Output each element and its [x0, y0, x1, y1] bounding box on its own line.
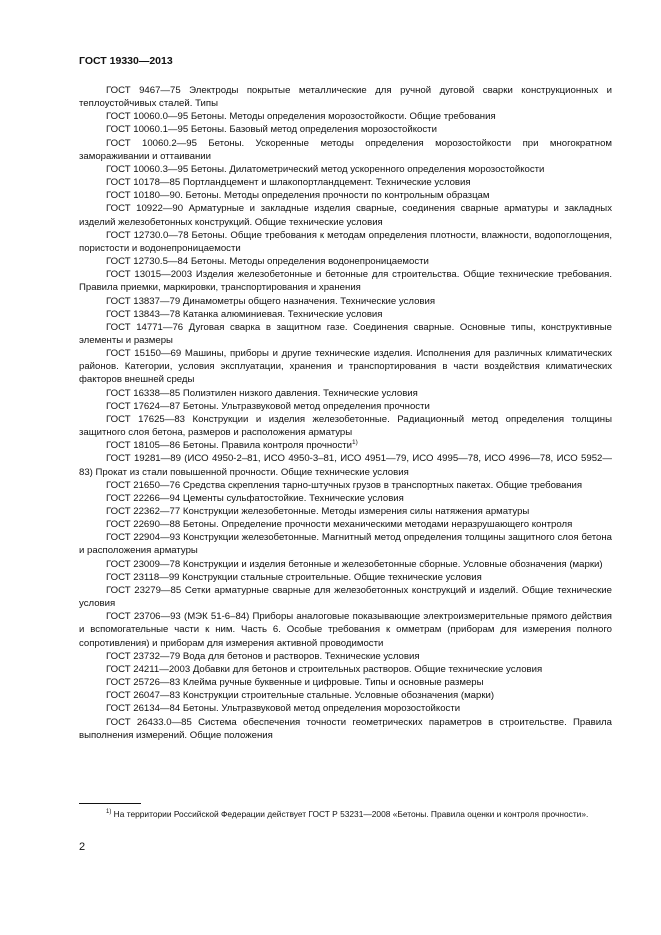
reference-text: ГОСТ 23118—99 Конструкции стальные строительные. Общие технические условия	[106, 571, 482, 583]
reference-item	[79, 268, 612, 294]
reference-item	[79, 505, 612, 518]
reference-item	[79, 689, 612, 702]
reference-list	[79, 84, 612, 742]
reference-text: ГОСТ 23279—85 Сетки арматурные сварные для железобетонных конструкций и изделий. Общие технические условия	[79, 584, 612, 610]
reference-text: ГОСТ 26134—84 Бетоны. Ультразвуковой метод определения морозостойкости	[106, 703, 461, 715]
reference-item	[79, 202, 612, 228]
reference-text: ГОСТ 10060.0—95 Бетоны. Методы определения морозостойкости. Общие требования	[106, 111, 496, 123]
reference-text: ГОСТ 23009—78 Конструкции и изделия бетонные и железобетонные сборные. Условные обозначения (марки)	[106, 558, 603, 570]
reference-item	[79, 676, 612, 689]
reference-item	[79, 347, 612, 386]
reference-text: ГОСТ 16338—85 Полиэтилен низкого давления. Технические условия	[106, 387, 418, 399]
reference-item	[79, 716, 612, 742]
reference-text: ГОСТ 10060.2—95 Бетоны. Ускоренные методы определения морозостойкости при многократном замораживании и оттаивании	[79, 137, 612, 162]
reference-item	[79, 663, 612, 676]
reference-item	[79, 439, 612, 452]
reference-text: ГОСТ 17625—83 Конструкции и изделия железобетонные. Радиационный метод определения толщины защитного слоя бетона, размеров и расположения арматуры	[79, 413, 612, 439]
reference-text: ГОСТ 13843—78 Катанка алюминиевая. Технические условия	[106, 308, 383, 320]
reference-text: ГОСТ 10060.3—95 Бетоны. Дилатометрический метод ускоренного определения морозостойкости	[106, 163, 545, 175]
reference-item	[79, 387, 612, 400]
reference-item	[79, 558, 612, 571]
document-header: ГОСТ 19330—2013	[79, 55, 173, 67]
footnote-divider	[79, 803, 141, 804]
reference-text: ГОСТ 22690—88 Бетоны. Определение прочности механическими методами неразрушающего контроля	[106, 519, 573, 531]
reference-text: ГОСТ 25726—83 Клейма ручные буквенные и цифровые. Типы и основные размеры	[106, 677, 484, 689]
footnote	[79, 808, 612, 820]
reference-text: ГОСТ 26433.0—85 Система обеспечения точности геометрических параметров в строительстве. Правила выполнения измерений. Общие положения	[79, 716, 612, 741]
reference-item	[79, 702, 612, 715]
reference-item	[79, 584, 612, 610]
reference-item	[79, 650, 612, 663]
reference-item	[79, 400, 612, 413]
reference-text: ГОСТ 14771—76 Дуговая сварка в защитном газе. Соединения сварные. Основные типы, конструктивные элементы и размеры	[79, 321, 612, 346]
reference-text: ГОСТ 9467—75 Электроды покрытые металлические для ручной дуговой сварки конструкционных и теплоустойчивых сталей. Типы	[79, 85, 612, 110]
reference-item	[79, 452, 612, 478]
reference-text: ГОСТ 13837—79 Динамометры общего назначения. Технические условия	[106, 295, 436, 307]
reference-item	[79, 189, 612, 202]
footnote-reference: 1)	[352, 439, 358, 447]
reference-text: ГОСТ 10178—85 Портландцемент и шлакопортландцемент. Технические условия	[106, 177, 471, 189]
reference-item	[79, 492, 612, 505]
reference-text: ГОСТ 24211—2003 Добавки для бетонов и строительных растворов. Общие технические условия	[106, 663, 543, 675]
reference-item	[79, 413, 612, 439]
reference-text: ГОСТ 26047—83 Конструкции строительные стальные. Условные обозначения (марки)	[106, 690, 495, 702]
reference-text: ГОСТ 13015—2003 Изделия железобетонные и бетонные для строительства. Общие технические требования. Правила приемки, маркировки, транспортирования и хранения	[79, 269, 612, 294]
reference-item	[79, 229, 612, 255]
reference-text: ГОСТ 22362—77 Конструкции железобетонные. Методы измерения силы натяжения арматуры	[106, 506, 530, 517]
footnote-text: На территории Российской Федерации действует ГОСТ Р 53231—2008 «Бетоны. Правила оценки и контроля прочности».	[113, 809, 589, 819]
reference-text: ГОСТ 12730.0—78 Бетоны. Общие требования к методам определения плотности, влажности, водопоглощения, пористости и водонепроницаемости	[79, 229, 612, 254]
reference-item	[79, 610, 612, 649]
reference-item	[79, 518, 612, 531]
reference-item	[79, 137, 612, 163]
reference-item	[79, 84, 612, 110]
reference-text: ГОСТ 19281—89 (ИСО 4950-2–81, ИСО 4950-3–81, ИСО 4951—79, ИСО 4995—78, ИСО 4996—78, ИСО 5952—83) Прокат из стали повышенной прочности. Общие технические условия	[79, 453, 612, 478]
reference-text: ГОСТ 10180—90. Бетоны. Методы определения прочности по контрольным образцам	[106, 190, 490, 202]
reference-item	[79, 123, 612, 136]
reference-item	[79, 295, 612, 308]
reference-text: ГОСТ 15150—69 Машины, приборы и другие технические изделия. Исполнения для различных климатических районов. Категории, условия эксплуатации, хранения и транспортирования в части воздействия климатических факторов внешней среды	[79, 348, 612, 386]
reference-item	[79, 479, 612, 492]
reference-item	[79, 255, 612, 268]
reference-text: ГОСТ 12730.5—84 Бетоны. Методы определения водонепроницаемости	[106, 256, 429, 268]
reference-text: ГОСТ 23732—79 Вода для бетонов и растворов. Технические условия	[106, 650, 420, 662]
reference-item	[79, 163, 612, 176]
reference-item	[79, 308, 612, 321]
reference-item	[79, 571, 612, 584]
reference-text: ГОСТ 10922—90 Арматурные и закладные изделия сварные, соединения сварные арматуры и закладных изделий железобетонных конструкций. Общие технические условия	[79, 203, 612, 228]
reference-text: ГОСТ 17624—87 Бетоны. Ультразвуковой метод определения прочности	[106, 400, 430, 412]
reference-text: ГОСТ 22266—94 Цементы сульфатостойкие. Технические условия	[106, 492, 404, 504]
reference-item	[79, 110, 612, 123]
reference-text: ГОСТ 18105—86 Бетоны. Правила контроля прочности	[106, 440, 353, 452]
reference-text: ГОСТ 21650—76 Средства скрепления тарно-штучных грузов в транспортных пакетах. Общие требования	[106, 479, 583, 491]
reference-text: ГОСТ 10060.1—95 Бетоны. Базовый метод определения морозостойкости	[106, 124, 437, 136]
reference-text: ГОСТ 23706—93 (МЭК 51-6–84) Приборы аналоговые показывающие электроизмерительные прямого действия и вспомогательные части к ним. Часть 6. Особые требования к омметрам (приборам для измерения полного сопротивления) и приборам для измерения активной проводимости	[79, 611, 612, 649]
reference-item	[79, 321, 612, 347]
footnote-marker: 1)	[106, 809, 112, 816]
page-number: 2	[79, 841, 86, 853]
reference-text: ГОСТ 22904—93 Конструкции железобетонные. Магнитный метод определения толщины защитного слоя бетона и расположения арматуры	[79, 532, 612, 557]
reference-item	[79, 176, 612, 189]
reference-item	[79, 531, 612, 557]
